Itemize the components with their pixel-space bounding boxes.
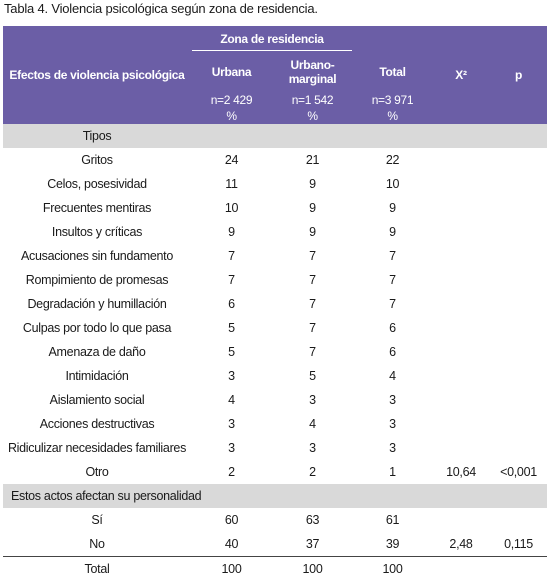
table-row xyxy=(3,508,547,532)
table-body xyxy=(3,124,547,581)
row-label: Rompimiento de promesas xyxy=(25,273,169,287)
row-label: Otro xyxy=(85,465,109,479)
section-row-personalidad xyxy=(3,484,547,508)
cell-p xyxy=(490,436,547,460)
table-row xyxy=(3,316,547,340)
cell-urbano-marginal: 7 xyxy=(309,345,316,359)
total-row xyxy=(3,556,547,581)
cell-urbano-marginal: 2 xyxy=(309,465,316,479)
cell-total: 3 xyxy=(389,417,396,431)
table-row xyxy=(3,172,547,196)
cell-total: 3 xyxy=(389,441,396,455)
header-total: Total xyxy=(379,65,406,79)
cell-chi xyxy=(432,508,490,532)
cell-total: 10 xyxy=(385,177,400,191)
header-pct-marginal: % xyxy=(307,109,318,123)
cell-chi xyxy=(432,388,490,412)
cell-p xyxy=(490,388,547,412)
table-row xyxy=(3,388,547,412)
table-row xyxy=(3,364,547,388)
cell-urbana: 3 xyxy=(228,369,235,383)
row-label: Intimidación xyxy=(65,369,129,383)
table-header xyxy=(3,26,547,124)
cell-urbano-marginal: 5 xyxy=(309,369,316,383)
cell-p xyxy=(490,268,547,292)
cell-urbano-marginal: 3 xyxy=(309,393,316,407)
table-row xyxy=(3,220,547,244)
section-label-tipos: Tipos xyxy=(82,129,112,143)
cell-p xyxy=(490,412,547,436)
cell-chi: 10,64 xyxy=(446,465,476,479)
table-row xyxy=(3,292,547,316)
row-label: Acusaciones sin fundamento xyxy=(20,249,174,263)
cell-p xyxy=(490,220,547,244)
cell-chi: 2,48 xyxy=(432,532,490,556)
header-urbana: Urbana xyxy=(211,65,252,79)
cell-total: 9 xyxy=(389,225,396,239)
row-label: No xyxy=(3,532,191,556)
header-n-urbana: n=2 429 xyxy=(210,93,253,107)
cell-urbano-marginal: 7 xyxy=(309,273,316,287)
cell-total: 39 xyxy=(353,532,432,556)
cell-chi xyxy=(432,244,490,268)
cell-urbano-marginal: 63 xyxy=(305,513,320,527)
header-effects: Efectos de violencia psicológica xyxy=(9,68,185,82)
cell-urbana: 3 xyxy=(228,441,235,455)
cell-urbana: 7 xyxy=(228,249,235,263)
cell-chi xyxy=(432,364,490,388)
table-caption: Tabla 4. Violencia psicológica según zona de residencia. xyxy=(4,1,318,16)
section-row-tipos xyxy=(3,124,547,148)
cell-chi xyxy=(432,412,490,436)
cell-total: 3 xyxy=(389,393,396,407)
table-row xyxy=(3,412,547,436)
cell-chi xyxy=(432,196,490,220)
cell-total: 4 xyxy=(389,369,396,383)
row-label: Aislamiento social xyxy=(49,393,145,407)
cell-chi xyxy=(432,172,490,196)
header-zone-label: Zona de residencia xyxy=(192,28,352,51)
row-label: Sí xyxy=(91,513,103,527)
cell-total: 1 xyxy=(389,465,396,479)
cell-p xyxy=(490,364,547,388)
cell-p xyxy=(490,292,547,316)
row-label: Acciones destructivas xyxy=(39,417,155,431)
header-p: p xyxy=(514,68,523,82)
table-row xyxy=(3,532,547,556)
cell-total: 7 xyxy=(389,273,396,287)
cell-total: 7 xyxy=(389,297,396,311)
cell-urbano-marginal: 37 xyxy=(272,532,353,556)
cell-urbano-marginal: 9 xyxy=(309,177,316,191)
data-table xyxy=(3,26,547,581)
cell-total: 7 xyxy=(389,249,396,263)
cell-p xyxy=(490,244,547,268)
cell-urbana: 3 xyxy=(228,417,235,431)
table-row xyxy=(3,340,547,364)
header-n-marginal: n=1 542 xyxy=(291,93,334,107)
cell-urbano-marginal: 4 xyxy=(309,417,316,431)
cell-urbano-marginal: 7 xyxy=(309,321,316,335)
cell-total: 6 xyxy=(389,345,396,359)
table-row xyxy=(3,148,547,172)
cell-p: <0,001 xyxy=(500,465,537,479)
section-label-personalidad: Estos actos afectan su personalidad xyxy=(11,489,202,503)
cell-urbana: 11 xyxy=(225,177,238,191)
cell-p xyxy=(490,172,547,196)
total-marginal: 100 xyxy=(272,556,353,581)
header-chi: X² xyxy=(455,68,467,82)
row-label: Ridiculizar necesidades familiares xyxy=(7,441,187,455)
total-urbana: 100 xyxy=(191,556,272,581)
cell-total: 22 xyxy=(385,153,400,167)
total-label: Total xyxy=(3,556,191,581)
cell-urbana: 5 xyxy=(228,345,235,359)
cell-p xyxy=(490,148,547,172)
cell-urbano-marginal: 9 xyxy=(309,225,316,239)
cell-urbano-marginal: 7 xyxy=(309,249,316,263)
header-zone xyxy=(191,26,353,52)
cell-total: 61 xyxy=(385,513,400,527)
cell-urbano-marginal: 9 xyxy=(309,201,316,215)
total-total: 100 xyxy=(353,556,432,581)
header-n-total: n=3 971 xyxy=(371,93,414,107)
cell-total: 6 xyxy=(389,321,396,335)
header-pct-total: % xyxy=(387,109,398,123)
cell-urbano-marginal: 21 xyxy=(305,153,320,167)
header-urbano-marginal-line1: Urbano- xyxy=(290,58,335,72)
cell-p xyxy=(490,316,547,340)
row-label: Frecuentes mentiras xyxy=(42,201,152,215)
table-row xyxy=(3,196,547,220)
cell-urbana: 24 xyxy=(224,153,239,167)
cell-total: 9 xyxy=(389,201,396,215)
cell-urbana: 5 xyxy=(228,321,235,335)
table-row xyxy=(3,244,547,268)
cell-urbana: 4 xyxy=(228,393,235,407)
cell-chi xyxy=(432,148,490,172)
row-label: Celos, posesividad xyxy=(47,177,147,191)
row-label: Culpas por todo lo que pasa xyxy=(22,321,172,335)
table-row xyxy=(3,436,547,460)
cell-chi xyxy=(432,340,490,364)
header-pct-urbana: % xyxy=(226,109,237,123)
cell-urbano-marginal: 7 xyxy=(309,297,316,311)
cell-urbana: 9 xyxy=(228,225,235,239)
row-label: Degradación y humillación xyxy=(27,297,167,311)
cell-p xyxy=(490,508,547,532)
cell-chi xyxy=(432,292,490,316)
cell-p xyxy=(490,340,547,364)
cell-urbana: 6 xyxy=(228,297,235,311)
table-row xyxy=(3,460,547,484)
header-urbano-marginal xyxy=(272,52,353,92)
cell-urbana: 7 xyxy=(228,273,235,287)
cell-p: 0,115 xyxy=(490,532,547,556)
row-label: Amenaza de daño xyxy=(48,345,146,359)
cell-chi xyxy=(432,268,490,292)
cell-urbana: 60 xyxy=(224,513,239,527)
cell-chi xyxy=(432,316,490,340)
header-urbano-marginal-line2: marginal xyxy=(288,72,337,86)
cell-chi xyxy=(432,436,490,460)
cell-urbana: 10 xyxy=(224,201,239,215)
cell-chi xyxy=(432,220,490,244)
row-label: Gritos xyxy=(81,153,113,167)
cell-p xyxy=(490,196,547,220)
cell-urbana: 2 xyxy=(228,465,235,479)
cell-urbano-marginal: 3 xyxy=(309,441,316,455)
row-label: Insultos y críticas xyxy=(51,225,143,239)
table-row xyxy=(3,268,547,292)
cell-urbana: 40 xyxy=(191,532,272,556)
